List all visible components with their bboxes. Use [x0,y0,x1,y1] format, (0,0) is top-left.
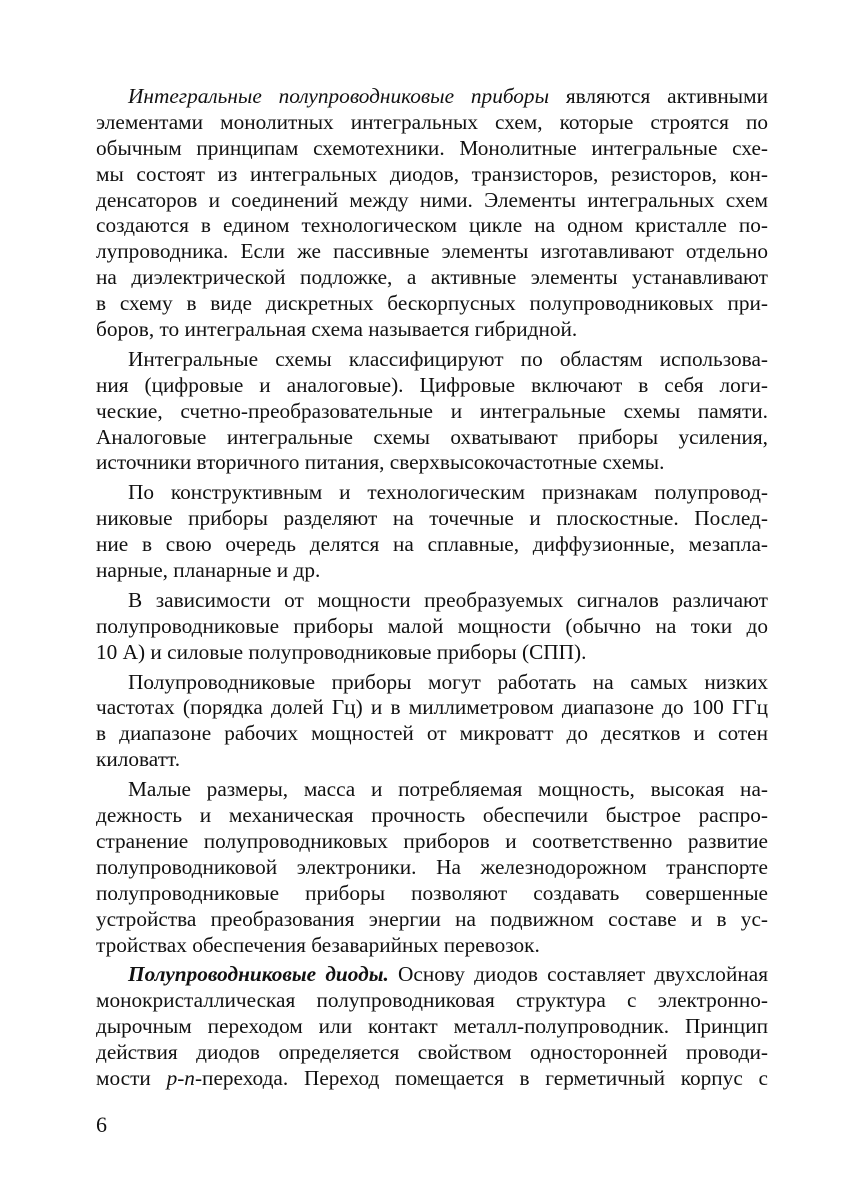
paragraph-advantages [96,777,768,958]
text-line: частотах (порядка долей Гц) и в миллиметровом диапазоне до 100 ГГц [96,695,768,720]
text-line: Аналоговые интегральные схемы охватывают приборы усиления, [96,424,768,449]
body-text [96,84,768,1096]
text-line: устройства преобразования энергии на подвижном составе и в ус- [96,906,768,931]
text-line: Малые размеры, масса и потребляемая мощность, высокая на- [128,777,768,802]
text-line: киловатт. [96,747,181,772]
text-line: полупроводниковые приборы позволяют создавать совершенные [96,880,768,905]
text-line: мости p-n-перехода. Переход помещается в герметичный корпус с [96,1065,768,1090]
text-line: дежность и механическая прочность обеспечили быстрое распро- [96,803,768,828]
text-line: боров, то интегральная схема называется гибридной. [96,317,578,342]
text-line: в схему в виде дискретных бескорпусных полупроводниковых при- [96,291,768,316]
text-line: элементами монолитных интегральных схем, которые строятся по [96,109,768,134]
text-line: нарные, планарные и др. [96,558,321,583]
text-line: в диапазоне рабочих мощностей от микроватт до десятков и сотен [96,721,768,746]
text-line: никовые приборы разделяют на точечные и плоскостные. Послед- [96,506,768,531]
text-line: на диэлектрической подложке, а активные элементы устанавливают [96,265,768,290]
text-line: В зависимости от мощности преобразуемых сигналов различают [128,587,768,612]
paragraph-classification [96,347,768,476]
text-line: источники вторичного питания, сверхвысокочастотные схемы. [96,450,665,475]
text-line: Полупроводниковые диоды. Основу диодов составляет двухслойная [128,962,768,987]
text-line: 10 А) и силовые полупроводниковые приборы (СПП). [96,639,587,664]
paragraph-power [96,588,768,666]
text-line: По конструктивным и технологическим признакам полупровод- [128,480,768,505]
text-line: Интегральные схемы классифицируют по областям использова- [128,346,768,371]
text-line: тройствах обеспечения безаварийных перевозок. [96,932,540,957]
text-line: Интегральные полупроводниковые приборы являются активными [128,84,768,108]
text-line: странение полупроводниковых приборов и соответственно развитие [96,828,768,853]
paragraph-construction [96,480,768,584]
italic-term: p-n [166,1065,195,1090]
text-line: лупроводника. Если же пассивные элементы изготавливают отдельно [96,239,768,264]
text-line: обычным принципам схемотехники. Монолитные интегральные схе- [96,135,768,160]
text-line: полупроводниковые приборы малой мощности (обычно на токи до [96,613,768,638]
text-line: Полупроводниковые приборы могут работать на самых низких [128,669,768,694]
text-line: действия диодов определяется свойством односторонней проводи- [96,1040,768,1065]
text-line: мы состоят из интегральных диодов, транзисторов, резисторов, кон- [96,161,768,186]
text-line: дырочным переходом или контакт металл-полупроводник. Принцип [96,1014,768,1039]
text-line: денсаторов и соединений между ними. Элементы интегральных схем [96,187,768,212]
text-line: создаются в едином технологическом цикле на одном кристалле по- [96,213,768,238]
paragraph-integrated-devices [96,84,768,343]
page-number: 6 [96,1112,107,1137]
section-heading-inline: Полупроводниковые диоды. [128,962,389,987]
paragraph-diodes [96,962,768,1091]
text-line: ческие, счетно-преобразовательные и интегральные схемы памяти. [96,398,768,423]
text-line: полупроводниковой электроники. На железнодорожном транспорте [96,854,768,879]
paragraph-frequency [96,670,768,774]
text-line: монокристаллическая полупроводниковая структура с электронно- [96,988,768,1013]
text-line: ние в свою очередь делятся на сплавные, диффузионные, мезапла- [96,532,768,557]
text-line: ния (цифровые и аналоговые). Цифровые включают в себя логи- [96,372,768,397]
italic-term: Интегральные полупроводниковые приборы [128,84,549,108]
